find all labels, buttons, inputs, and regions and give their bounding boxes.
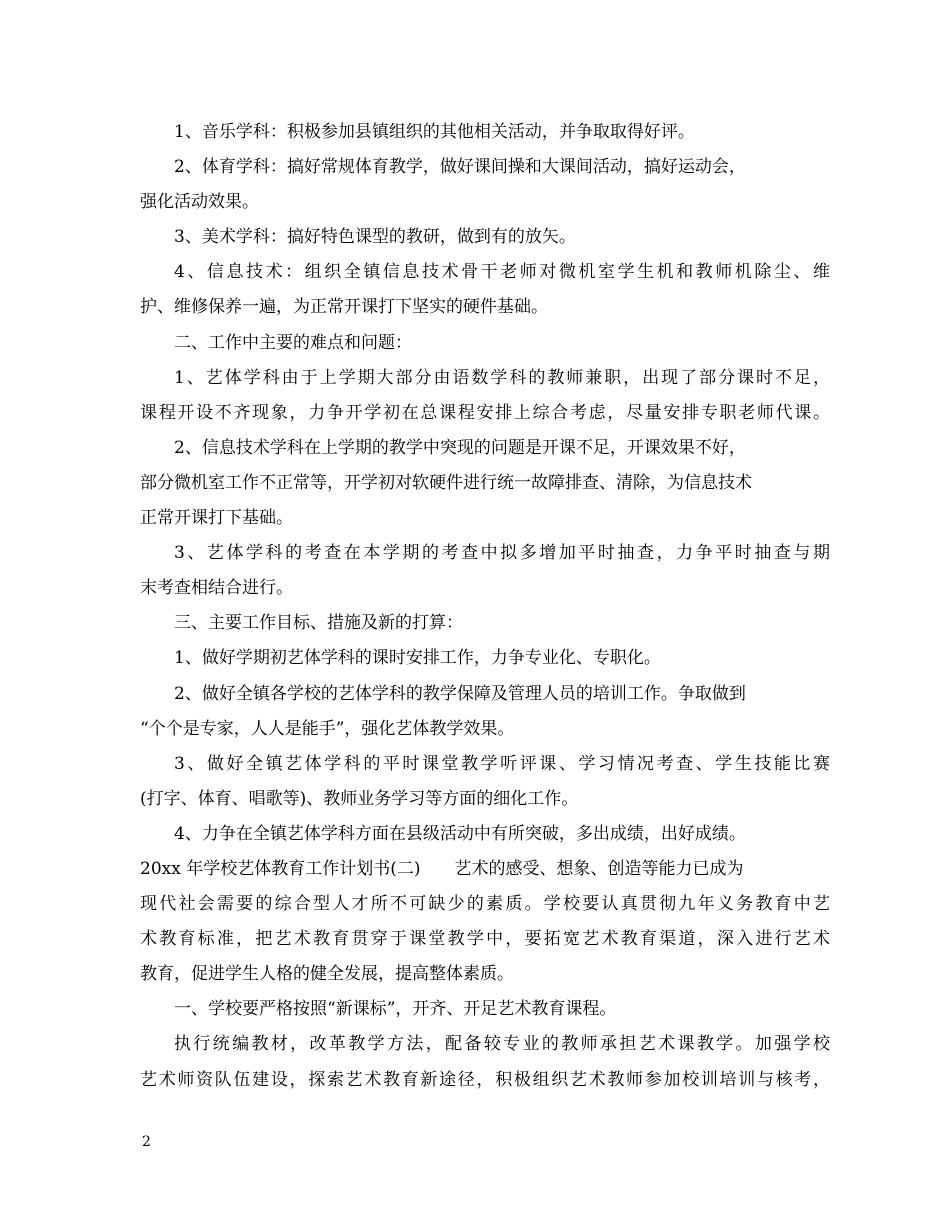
text-line: 现代社会需要的综合型人才所不可缺少的素质。学校要认真贯彻九年义务教育中艺 (140, 894, 830, 915)
text-line: 课程开设不齐现象，力争开学初在总课程安排上综合考虑，尽量安排专职老师代课。 (140, 402, 830, 423)
text-line: 护、维修保养一遍，为正常开课打下坚实的硬件基础。 (140, 297, 548, 318)
text-line: 一、学校要严格按照“新课标”，开齐、开足艺术教育课程。 (174, 999, 617, 1020)
text-line: “个个是专家，人人是能手”，强化艺体教学效果。 (140, 718, 515, 739)
text-line: 部分微机室工作不正常等，开学初对软硬件进行统一故障排查、清除，为信息技术 (140, 472, 752, 493)
text-line: 1、音乐学科：积极参加县镇组织的其他相关活动，并争取取得好评。 (174, 122, 695, 142)
text-line: 教育，促进学生人格的健全发展，提高整体素质。 (140, 964, 514, 985)
text-line: 1、做好学期初艺体学科的课时安排工作，力争专业化、专职化。 (174, 648, 661, 669)
text-line: 4、力争在全镇艺体学科方面在县级活动中有所突破，多出成绩，出好成绩。 (174, 823, 746, 844)
text-line: 2、做好全镇各学校的艺体学科的教学保障及管理人员的培训工作。争取做到 (174, 683, 746, 704)
text-line: 20xx 年学校艺体教育工作计划书(二) 艺术的感受、想象、创造等能力已成为 (140, 858, 744, 879)
page-number: 2 (142, 1134, 151, 1150)
text-line: 3、做好全镇艺体学科的平时课堂教学听评课、学习情况考查、学生技能比赛 (174, 753, 830, 774)
text-line: 4、信息技术：组织全镇信息技术骨干老师对微机室学生机和教师机除尘、维 (174, 262, 830, 283)
text-line: (打字、体育、唱歌等)、教师业务学习等方面的细化工作。 (140, 788, 579, 809)
document-body (140, 115, 830, 1098)
text-line: 末考查相结合进行。 (140, 578, 293, 599)
text-line: 执行统编教材，改革教学方法，配备较专业的教师承担艺术课教学。加强学校 (174, 1034, 830, 1055)
text-line: 2、体育学科：搞好常规体育教学，做好课间操和大课间活动，搞好运动会， (174, 157, 746, 178)
text-line: 1、艺体学科由于上学期大部分由语数学科的教师兼职，出现了部分课时不足， (174, 367, 830, 388)
text-line: 3、艺体学科的考查在本学期的考查中拟多增加平时抽查，力争平时抽查与期 (174, 543, 830, 564)
text-line: 3、美术学科：搞好特色课型的教研，做到有的放矢。 (174, 227, 576, 248)
text-line: 2、信息技术学科在上学期的教学中突现的问题是开课不足，开课效果不好， (174, 437, 746, 458)
text-line: 三、主要工作目标、措施及新的打算： (174, 613, 463, 634)
text-line: 术教育标准，把艺术教育贯穿于课堂教学中，要拓宽艺术教育渠道，深入进行艺术 (140, 929, 830, 950)
text-line: 正常开课打下基础。 (140, 508, 293, 529)
text-line: 强化活动效果。 (140, 192, 259, 213)
text-line: 二、工作中主要的难点和问题： (174, 332, 412, 353)
text-line: 艺术师资队伍建设，探索艺术教育新途径，积极组织艺术教师参加校训培训与核考， (140, 1069, 830, 1090)
